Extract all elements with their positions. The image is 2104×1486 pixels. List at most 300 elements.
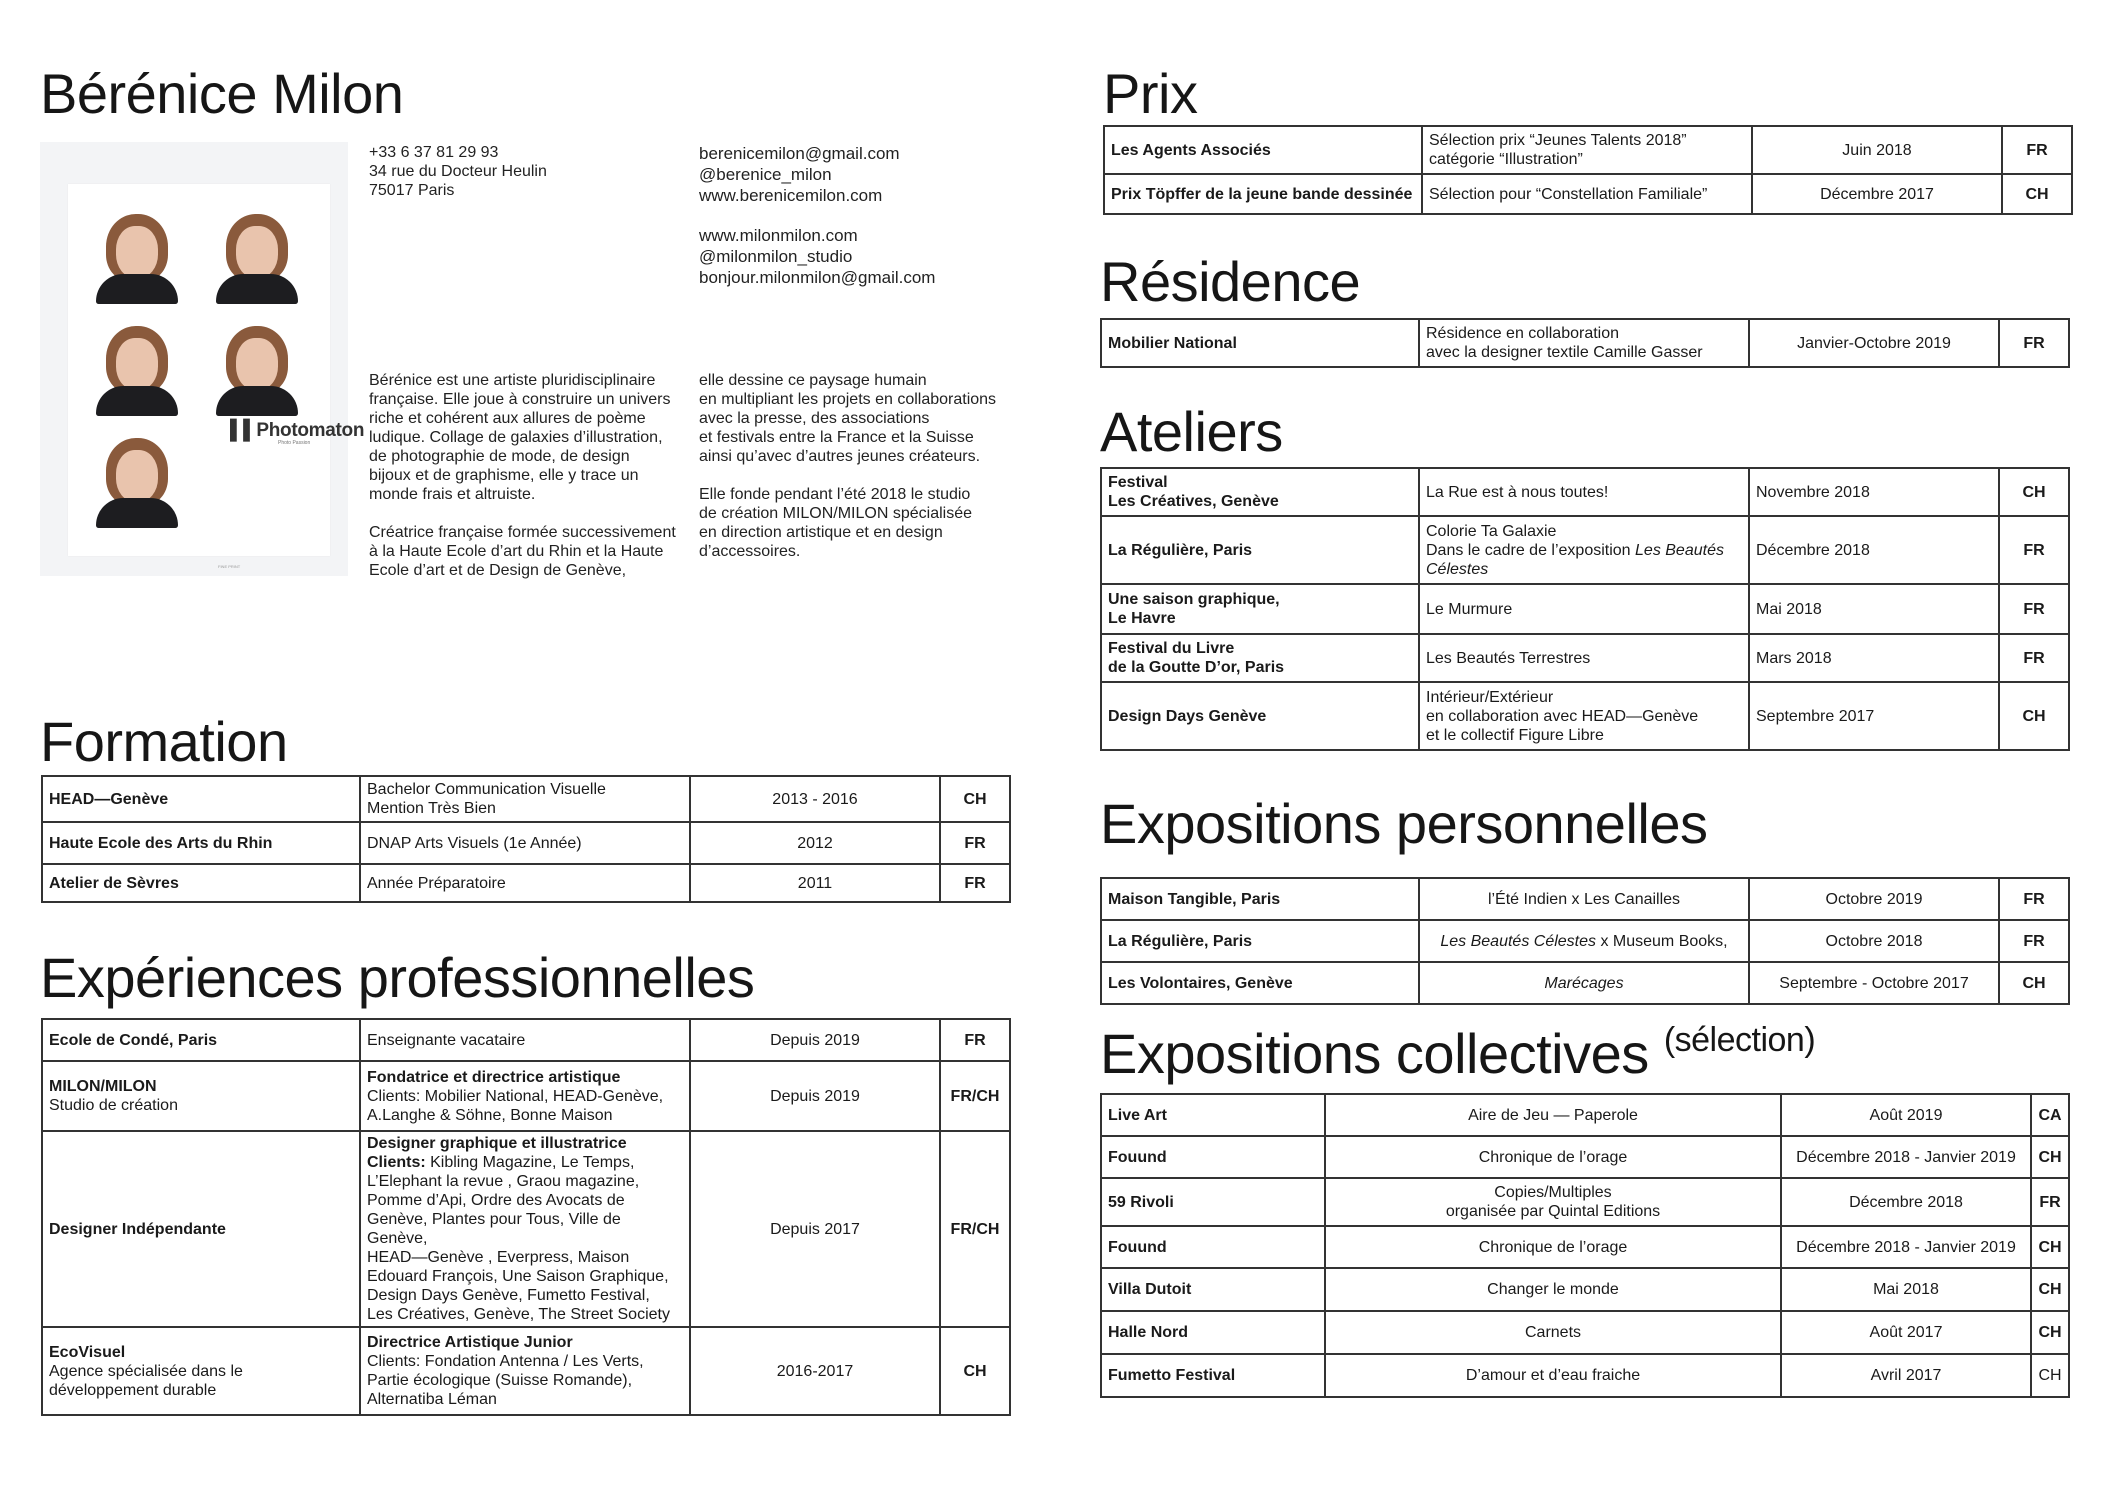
description-text: DNAP Arts Visuels (1e Année) <box>367 834 582 852</box>
date-cell <box>1749 920 1999 962</box>
bio-right <box>699 371 996 561</box>
bio-line: bijoux et de graphisme, elle y trace un <box>369 467 639 484</box>
country-code: FR <box>964 834 986 852</box>
contact-link: bonjour.milonmilon@gmail.com <box>699 268 936 287</box>
place-cell <box>1101 682 1419 750</box>
role-title: Directrice Artistique Junior <box>367 1334 573 1351</box>
table-row <box>42 1131 1010 1327</box>
country-cell <box>2031 1226 2069 1268</box>
role-title: Designer graphique et illustratrice <box>367 1135 627 1152</box>
place-cell <box>1101 1178 1325 1226</box>
description-text: Aire de Jeu — Paperole <box>1468 1106 1638 1124</box>
bio-line: monde frais et altruiste. <box>369 486 536 503</box>
experiences-heading: Expériences professionnelles <box>40 946 755 1009</box>
description-italic: Les Beautés Célestes <box>1440 932 1597 950</box>
place-text: Les Volontaires, Genève <box>1108 974 1293 992</box>
description-text: Chronique de l’orage <box>1478 1238 1628 1256</box>
description-cell <box>1419 682 1749 750</box>
country-cell <box>940 864 1010 902</box>
place-text: 59 Rivoli <box>1108 1193 1174 1211</box>
place-text: Les Créatives, Genève <box>1108 493 1279 510</box>
description-cell <box>1419 319 1749 367</box>
description-cell <box>1419 878 1749 920</box>
place-cell <box>1101 468 1419 516</box>
date-text: Depuis 2019 <box>770 1031 860 1049</box>
place-cell <box>42 1061 360 1131</box>
ateliers-table <box>1100 467 2070 751</box>
description-text: Design Days Genève, Fumetto Festival, <box>367 1287 650 1304</box>
place-cell <box>1101 634 1419 682</box>
date-text: Décembre 2017 <box>1820 185 1934 203</box>
table-row <box>42 776 1010 822</box>
date-cell <box>1781 1178 2031 1226</box>
photomaton-strip <box>68 184 365 569</box>
description-text: Kibling Magazine, Le Temps, <box>425 1154 635 1171</box>
date-cell <box>690 864 940 902</box>
country-cell <box>1999 878 2069 920</box>
contact-link: berenicemilon@gmail.com <box>699 144 900 163</box>
date-text: Mai 2018 <box>1756 600 1822 618</box>
description-text: Résidence en collaboration <box>1426 325 1620 342</box>
country-cell <box>2031 1354 2069 1397</box>
place-subtitle: Agence spécialisée dans le <box>49 1362 243 1380</box>
description-italic: Marécages <box>1544 974 1624 992</box>
description-cell <box>1325 1268 1781 1311</box>
contact-link: www.milonmilon.com <box>699 226 858 245</box>
country-cell <box>940 1061 1010 1131</box>
place-text: Halle Nord <box>1108 1324 1189 1341</box>
description-text: Sélection prix “Jeunes Talents 2018” <box>1429 132 1687 149</box>
date-text: Novembre 2018 <box>1756 483 1870 501</box>
description-cell <box>1419 516 1749 584</box>
description-text: Changer le monde <box>1487 1281 1619 1298</box>
table-row <box>1104 126 2072 174</box>
description-cell <box>360 822 690 864</box>
description-cell <box>1325 1226 1781 1268</box>
country-cell <box>2002 174 2072 214</box>
expo-coll-heading <box>1100 1021 1816 1085</box>
table-row <box>1101 1311 2069 1354</box>
place-subtitle: développement durable <box>49 1381 217 1399</box>
description-text: Colorie Ta Galaxie <box>1426 522 1557 540</box>
place-cell <box>42 822 360 864</box>
place-cell <box>1101 1136 1325 1178</box>
place-text: Prix Töpffer de la jeune bande dessinée <box>1111 185 1413 203</box>
description-text: Chronique de l’orage <box>1478 1148 1628 1166</box>
place-cell <box>1101 1354 1325 1397</box>
place-text: MILON/MILON <box>49 1078 157 1095</box>
table-row <box>42 1019 1010 1061</box>
description-line <box>367 1153 683 1172</box>
table-row <box>1101 319 2069 367</box>
description-text: Les Beautés Terrestres <box>1426 649 1591 667</box>
place-text: Designer Indépendante <box>49 1220 226 1238</box>
country-cell <box>1999 468 2069 516</box>
date-cell <box>1749 878 1999 920</box>
date-text: 2013 - 2016 <box>772 790 858 808</box>
place-text: Les Agents Associés <box>1111 141 1271 159</box>
description-text: Intérieur/Extérieur <box>1426 688 1554 706</box>
country-cell <box>2031 1094 2069 1136</box>
date-cell <box>690 1131 940 1327</box>
description-cell <box>1422 126 1752 174</box>
prix-table <box>1103 125 2073 215</box>
name-heading: Bérénice Milon <box>40 62 404 125</box>
experiences-table <box>41 1018 1011 1416</box>
date-cell <box>1781 1094 2031 1136</box>
description-text: Les Créatives, Genève, The Street Society <box>367 1306 670 1323</box>
country-code: FR <box>964 874 986 892</box>
date-text: Avril 2017 <box>1870 1367 1942 1384</box>
bio-line: et festivals entre la France et la Suisse <box>699 429 974 446</box>
formation-heading: Formation <box>40 710 288 773</box>
bio-line: riche et cohérent aux allures de poème <box>369 410 646 427</box>
country-code: FR <box>2039 1193 2061 1211</box>
place-text: Festival du Livre <box>1108 640 1235 657</box>
table-row <box>42 864 1010 902</box>
country-code: FR <box>2023 890 2045 908</box>
place-text: HEAD—Genève <box>49 790 169 808</box>
date-cell <box>1749 516 1999 584</box>
date-text: Mars 2018 <box>1756 649 1832 667</box>
description-line <box>1426 541 1742 560</box>
date-cell <box>1749 584 1999 634</box>
description-text: La Rue est à nous toutes! <box>1426 483 1609 501</box>
description-text: Carnets <box>1524 1324 1582 1341</box>
expo-perso-table <box>1100 877 2070 1005</box>
date-text: Octobre 2018 <box>1825 932 1923 950</box>
description-text: Le Murmure <box>1426 600 1513 618</box>
place-cell <box>1101 878 1419 920</box>
bio-line: Créatrice française formée successivement <box>369 524 676 541</box>
description-text: organisée par Quintal Editions <box>1445 1203 1661 1220</box>
bio-left <box>369 371 676 580</box>
country-cell <box>1999 319 2069 367</box>
prix-heading: Prix <box>1103 62 1198 125</box>
description-text: A.Langhe & Söhne, Bonne Maison <box>367 1106 613 1124</box>
date-cell <box>1781 1311 2031 1354</box>
table-row <box>1101 584 2069 634</box>
place-text: Une saison graphique, <box>1108 591 1280 608</box>
place-cell <box>1101 1311 1325 1354</box>
place-text: Villa Dutoit <box>1108 1281 1192 1298</box>
table-row <box>1101 634 2069 682</box>
table-row <box>1101 1178 2069 1226</box>
place-cell <box>42 776 360 822</box>
date-text: 2011 <box>797 874 833 892</box>
bio-line: à la Haute Ecole d’art du Rhin et la Haute <box>369 543 664 560</box>
table-row <box>1101 1136 2069 1178</box>
place-text: Fouund <box>1108 1148 1167 1166</box>
contact-link: www.berenicemilon.com <box>699 186 883 205</box>
description-text: l’Été Indien x Les Canailles <box>1487 890 1681 908</box>
portrait-photo-5 <box>92 432 182 528</box>
country-cell <box>1999 962 2069 1004</box>
table-row <box>1101 468 2069 516</box>
description-cell <box>360 1131 690 1327</box>
country-code: CH <box>2022 483 2046 501</box>
date-cell <box>690 822 940 864</box>
description-cell <box>1419 468 1749 516</box>
country-cell <box>1999 920 2069 962</box>
country-code: CH <box>963 1362 987 1380</box>
place-cell <box>1101 962 1419 1004</box>
ateliers-heading: Ateliers <box>1100 400 1283 463</box>
date-cell <box>1749 319 1999 367</box>
place-text: Fumetto Festival <box>1108 1367 1236 1384</box>
bio-line: elle dessine ce paysage humain <box>699 372 927 389</box>
table-row <box>42 822 1010 864</box>
place-cell <box>42 1019 360 1061</box>
country-code: FR <box>2023 600 2045 618</box>
date-cell <box>690 1327 940 1415</box>
country-code: FR/CH <box>950 1220 1000 1238</box>
description-text: Enseignante vacataire <box>367 1031 526 1049</box>
place-cell <box>1101 1094 1325 1136</box>
bio-line: française. Elle joue à construire un univers <box>369 391 671 408</box>
contact-link: @berenice_milon <box>699 165 832 184</box>
place-text: Maison Tangible, Paris <box>1108 890 1281 908</box>
country-code: CH <box>2022 974 2046 992</box>
date-text: Mai 2018 <box>1873 1281 1939 1298</box>
date-cell <box>1749 962 1999 1004</box>
place-cell <box>1101 1268 1325 1311</box>
description-text: Mention Très Bien <box>367 800 496 817</box>
description-text: avec la designer textile Camille Gasser <box>1426 344 1703 361</box>
country-cell <box>2002 126 2072 174</box>
date-cell <box>690 776 940 822</box>
date-cell <box>1749 682 1999 750</box>
contact-links <box>699 143 935 288</box>
photo-strip-image <box>40 142 365 576</box>
date-text: Décembre 2018 <box>1756 541 1870 559</box>
date-text: Août 2017 <box>1869 1324 1943 1341</box>
description-text: x Museum Books, <box>1596 932 1728 950</box>
country-cell <box>940 1019 1010 1061</box>
country-cell <box>1999 584 2069 634</box>
date-text: 2012 <box>797 834 833 852</box>
bio-line: d’accessoires. <box>699 543 801 560</box>
place-text: Ecole de Condé, Paris <box>49 1031 218 1049</box>
table-row <box>1101 1354 2069 1397</box>
residence-table <box>1100 318 2070 368</box>
country-cell <box>2031 1178 2069 1226</box>
contact-address <box>369 143 547 200</box>
country-cell <box>2031 1268 2069 1311</box>
photomaton-logo: ▌▌Photomaton <box>230 420 365 441</box>
description-text: Alternatiba Léman <box>367 1391 497 1408</box>
country-cell <box>2031 1311 2069 1354</box>
date-text: Depuis 2017 <box>770 1220 860 1238</box>
country-cell <box>1999 634 2069 682</box>
date-cell <box>690 1061 940 1131</box>
description-text: Clients: Fondation Antenna / Les Verts, <box>367 1353 644 1370</box>
country-cell <box>940 1131 1010 1327</box>
expo-perso-heading: Expositions personnelles <box>1100 792 1708 855</box>
table-row <box>42 1061 1010 1131</box>
description-cell <box>1325 1178 1781 1226</box>
description-text: Partie écologique (Suisse Romande), <box>367 1372 633 1389</box>
date-text: Septembre - Octobre 2017 <box>1779 974 1969 992</box>
date-cell <box>1781 1354 2031 1397</box>
description-text: Dans le cadre de l’exposition <box>1426 541 1636 559</box>
contact-line: 75017 Paris <box>369 182 455 199</box>
expo-coll-table <box>1100 1093 2070 1398</box>
country-code: CH <box>963 790 987 808</box>
portrait-photo-1 <box>92 208 182 304</box>
description-text: D’amour et d’eau fraiche <box>1465 1367 1641 1384</box>
country-code: CH <box>2038 1281 2062 1298</box>
table-row <box>1101 1094 2069 1136</box>
bio-line: Ecole d’art et de Design de Genève, <box>369 562 627 579</box>
place-text: Fouund <box>1108 1238 1167 1256</box>
place-cell <box>1101 1226 1325 1268</box>
date-text: Août 2019 <box>1869 1106 1943 1124</box>
date-text: Décembre 2018 - Janvier 2019 <box>1796 1148 2016 1166</box>
country-cell <box>940 1327 1010 1415</box>
country-cell <box>940 822 1010 864</box>
country-code: CH <box>2038 1238 2062 1256</box>
country-code: FR <box>2023 541 2045 559</box>
bio-line: Bérénice est une artiste pluridisciplinaire <box>369 372 656 389</box>
country-cell <box>1999 682 2069 750</box>
description-text: et le collectif Figure Libre <box>1426 726 1604 744</box>
table-row <box>42 1327 1010 1415</box>
place-cell <box>42 1131 360 1327</box>
description-cell <box>1325 1136 1781 1178</box>
description-text: Sélection pour “Constellation Familiale” <box>1429 185 1708 203</box>
photo-fine-print: FINE PRINT <box>218 564 241 569</box>
date-text: Juin 2018 <box>1842 141 1912 159</box>
country-code: CA <box>2038 1106 2062 1124</box>
place-cell <box>1104 126 1422 174</box>
description-cell <box>1419 634 1749 682</box>
bio-line: ainsi qu’avec d’autres jeunes créateurs. <box>699 448 981 465</box>
place-text: EcoVisuel <box>49 1343 126 1361</box>
place-cell <box>42 864 360 902</box>
description-text: Clients: Mobilier National, HEAD-Genève, <box>367 1087 664 1105</box>
description-cell <box>360 1019 690 1061</box>
clients-label: Clients: <box>367 1154 426 1171</box>
date-cell <box>1752 126 2002 174</box>
country-code: FR <box>2023 334 2045 352</box>
place-subtitle: Studio de création <box>49 1097 178 1114</box>
table-row <box>1101 682 2069 750</box>
date-cell <box>1749 634 1999 682</box>
place-text: de la Goutte D’or, Paris <box>1108 659 1285 676</box>
description-italic: Célestes <box>1426 560 1489 578</box>
place-cell <box>1101 920 1419 962</box>
date-cell <box>1752 174 2002 214</box>
bio-line: de création MILON/MILON spécialisée <box>699 505 972 522</box>
place-cell <box>42 1327 360 1415</box>
place-text: Festival <box>1108 474 1168 491</box>
date-cell <box>1749 468 1999 516</box>
country-code: FR/CH <box>950 1087 1000 1105</box>
date-text: Octobre 2019 <box>1825 890 1923 908</box>
date-text: Décembre 2018 <box>1849 1193 1963 1211</box>
description-text: catégorie “Illustration” <box>1429 151 1583 168</box>
place-cell <box>1101 319 1419 367</box>
date-cell <box>1781 1136 2031 1178</box>
residence-heading: Résidence <box>1100 250 1361 313</box>
bio-line: en direction artistique et en design <box>699 524 943 541</box>
place-cell <box>1101 584 1419 634</box>
role-title: Fondatrice et directrice artistique <box>367 1068 621 1086</box>
description-cell <box>360 776 690 822</box>
description-text: Pomme d’Api, Ordre des Avocats de <box>367 1192 625 1209</box>
table-row <box>1101 1226 2069 1268</box>
date-text: Depuis 2019 <box>770 1087 860 1105</box>
table-row <box>1101 516 2069 584</box>
place-text: La Régulière, Paris <box>1108 932 1253 950</box>
country-code: CH <box>2025 185 2049 203</box>
description-text: Copies/Multiples <box>1494 1184 1612 1201</box>
place-text: Haute Ecole des Arts du Rhin <box>49 834 273 852</box>
country-code: FR <box>2023 932 2045 950</box>
country-code: FR <box>2026 141 2048 159</box>
country-code: FR <box>2023 649 2045 667</box>
description-text: HEAD—Genève , Everpress, Maison <box>367 1249 630 1266</box>
place-text: Design Days Genève <box>1108 707 1267 725</box>
description-cell <box>1325 1354 1781 1397</box>
description-italic: Les Beautés <box>1635 541 1724 559</box>
description-cell <box>1325 1311 1781 1354</box>
bio-line: Elle fonde pendant l’été 2018 le studio <box>699 486 971 503</box>
bio-line: de photographie de mode, de design <box>369 448 630 465</box>
bio-line: avec la presse, des associations <box>699 410 930 427</box>
description-cell <box>1419 920 1749 962</box>
date-cell <box>1781 1268 2031 1311</box>
country-code: FR <box>964 1031 986 1049</box>
description-cell <box>1422 174 1752 214</box>
description-text: L’Elephant la revue , Graou magazine, <box>367 1173 640 1190</box>
description-text: Genève, Plantes pour Tous, Ville de Genève, <box>367 1211 621 1247</box>
description-text: Edouard François, Une Saison Graphique, <box>367 1268 669 1285</box>
table-row <box>1101 920 2069 962</box>
table-row <box>1101 878 2069 920</box>
bio-line: ludique. Collage de galaxies d’illustration, <box>369 429 663 446</box>
country-code: CH <box>2038 1324 2062 1341</box>
table-row <box>1104 174 2072 214</box>
description-cell <box>1325 1094 1781 1136</box>
description-cell <box>360 1327 690 1415</box>
portrait-photo-2 <box>212 208 302 304</box>
expo-coll-title: Expositions collectives <box>1100 1022 1649 1085</box>
description-text: en collaboration avec HEAD—Genève <box>1426 707 1699 725</box>
formation-table <box>41 775 1011 903</box>
description-cell <box>360 1061 690 1131</box>
description-cell <box>1419 584 1749 634</box>
country-code: CH <box>2038 1367 2062 1384</box>
place-text: La Régulière, Paris <box>1108 541 1253 559</box>
contact-link: @milonmilon_studio <box>699 247 853 266</box>
place-text: Atelier de Sèvres <box>49 874 179 892</box>
country-cell <box>2031 1136 2069 1178</box>
photomaton-logo-sub: Photo Passion <box>278 440 311 446</box>
date-cell <box>1781 1226 2031 1268</box>
table-row <box>1101 962 2069 1004</box>
expo-coll-selection-note: (sélection) <box>1663 1021 1816 1059</box>
description-text: Année Préparatoire <box>367 874 506 892</box>
description-cell <box>360 864 690 902</box>
description-cell <box>1419 962 1749 1004</box>
country-cell <box>940 776 1010 822</box>
date-cell <box>690 1019 940 1061</box>
country-code: CH <box>2022 707 2046 725</box>
place-cell <box>1101 516 1419 584</box>
place-text: Live Art <box>1108 1106 1167 1124</box>
